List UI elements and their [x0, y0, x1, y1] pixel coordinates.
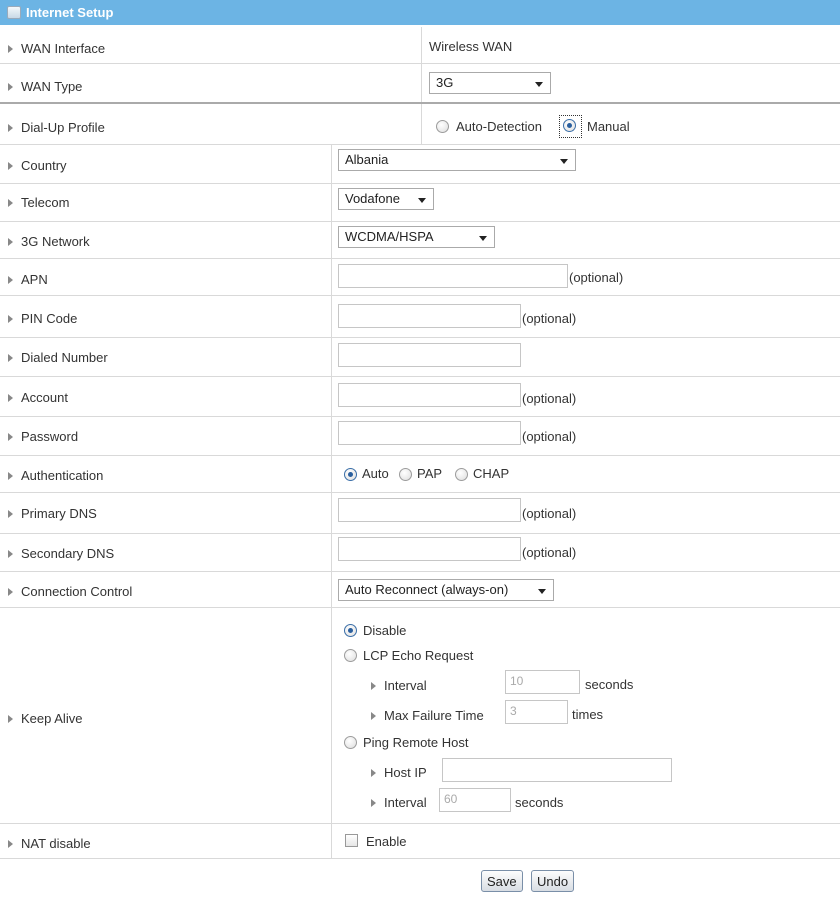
row-keep-alive — [0, 608, 840, 824]
arrow-icon — [8, 510, 13, 518]
nat-enable-label: Enable — [366, 834, 407, 849]
lcp-maxfail-label: Max Failure Time — [384, 708, 484, 723]
wan-interface-value: Wireless WAN — [429, 39, 513, 54]
row-telecom — [0, 184, 840, 222]
dialup-profile-label: Dial-Up Profile — [21, 120, 105, 135]
arrow-icon — [371, 799, 376, 807]
password-optional-note: (optional) — [522, 429, 577, 444]
save-button[interactable]: Save — [481, 870, 523, 892]
dialup-auto-label: Auto-Detection — [456, 119, 542, 134]
keepalive-ping-radio[interactable] — [344, 736, 357, 749]
arrow-icon — [8, 199, 13, 207]
lcp-maxfail-input[interactable]: 3 — [505, 700, 568, 724]
secondary-dns-input[interactable] — [338, 537, 521, 561]
ping-interval-label: Interval — [384, 795, 427, 810]
row-dialed-number — [0, 338, 840, 377]
lcp-interval-unit: seconds — [585, 677, 634, 692]
lcp-maxfail-unit: times — [572, 707, 604, 722]
account-input[interactable] — [338, 383, 521, 407]
primary-dns-input[interactable] — [338, 498, 521, 522]
keepalive-lcp-radio[interactable] — [344, 649, 357, 662]
row-authentication — [0, 456, 840, 493]
dialed-number-input[interactable] — [338, 343, 521, 367]
connection-label: Connection Control — [21, 584, 133, 599]
arrow-icon — [8, 550, 13, 558]
arrow-icon — [8, 354, 13, 362]
auth-chap-radio[interactable] — [455, 468, 468, 481]
apn-label: APN — [21, 272, 48, 287]
row-wan-type — [0, 64, 840, 104]
dialup-manual-radio[interactable] — [563, 119, 576, 132]
country-select[interactable] — [338, 149, 576, 171]
arrow-icon — [371, 682, 376, 690]
connection-value: Auto Reconnect (always-on) — [345, 582, 509, 597]
pin-optional-note: (optional) — [522, 311, 577, 326]
telecom-value: Vodafone — [345, 191, 400, 206]
row-connection-control — [0, 572, 840, 608]
lcp-interval-label: Interval — [384, 678, 427, 693]
nat-label: NAT disable — [21, 836, 91, 851]
row-secondary-dns — [0, 534, 840, 572]
lcp-interval-input[interactable]: 10 — [505, 670, 580, 694]
arrow-icon — [8, 433, 13, 441]
network-label: 3G Network — [21, 234, 90, 249]
pin-label: PIN Code — [21, 311, 78, 326]
primary-dns-optional-note: (optional) — [522, 506, 577, 521]
chevron-down-icon — [418, 198, 426, 203]
auth-auto-radio[interactable] — [344, 468, 357, 481]
auth-pap-radio[interactable] — [399, 468, 412, 481]
secondary-dns-optional-note: (optional) — [522, 545, 577, 560]
arrow-icon — [8, 472, 13, 480]
row-apn — [0, 259, 840, 296]
nat-enable-checkbox[interactable] — [345, 834, 358, 847]
keepalive-disable-radio[interactable] — [344, 624, 357, 637]
arrow-icon — [8, 315, 13, 323]
keepalive-ping-label: Ping Remote Host — [363, 735, 469, 750]
row-dialup-profile — [0, 104, 840, 145]
wan-type-select[interactable] — [429, 72, 551, 94]
network-select[interactable] — [338, 226, 495, 248]
host-ip-label: Host IP — [384, 765, 427, 780]
keepalive-disable-label: Disable — [363, 623, 407, 638]
row-password — [0, 417, 840, 456]
ping-interval-input[interactable]: 60 — [439, 788, 511, 812]
arrow-icon — [371, 712, 376, 720]
connection-control-select[interactable] — [338, 579, 554, 601]
row-account — [0, 377, 840, 417]
apn-input[interactable] — [338, 264, 568, 288]
wan-type-label: WAN Type — [21, 79, 83, 94]
row-3g-network — [0, 222, 840, 259]
country-label: Country — [21, 158, 67, 173]
dialed-label: Dialed Number — [21, 350, 108, 365]
account-label: Account — [21, 390, 68, 405]
keepalive-lcp-label: LCP Echo Request — [363, 648, 474, 663]
apn-optional-note: (optional) — [569, 270, 624, 285]
arrow-icon — [371, 769, 376, 777]
row-nat-disable — [0, 824, 840, 859]
auth-pap-label: PAP — [417, 466, 443, 481]
password-label: Password — [21, 429, 79, 444]
ping-interval-unit: seconds — [515, 795, 564, 810]
arrow-icon — [8, 840, 13, 848]
dialup-manual-label: Manual — [587, 119, 630, 134]
section-header — [0, 0, 840, 25]
arrow-icon — [8, 276, 13, 284]
primary-dns-label: Primary DNS — [21, 506, 97, 521]
arrow-icon — [8, 45, 13, 53]
auth-label: Authentication — [21, 468, 104, 483]
host-ip-input[interactable] — [442, 758, 672, 782]
arrow-icon — [8, 394, 13, 402]
row-pin-code — [0, 296, 840, 338]
country-value: Albania — [345, 152, 389, 167]
row-wan-interface — [0, 27, 840, 64]
arrow-icon — [8, 83, 13, 91]
row-country — [0, 145, 840, 184]
chevron-down-icon — [479, 236, 487, 241]
telecom-label: Telecom — [21, 195, 70, 210]
secondary-dns-label: Secondary DNS — [21, 546, 115, 561]
arrow-icon — [8, 162, 13, 170]
arrow-icon — [8, 588, 13, 596]
section-title: Internet Setup — [26, 5, 114, 20]
chevron-down-icon — [560, 159, 568, 164]
wan-type-value: 3G — [436, 75, 454, 90]
chevron-down-icon — [535, 82, 543, 87]
auth-chap-label: CHAP — [473, 466, 510, 481]
password-input[interactable] — [338, 421, 521, 445]
network-value: WCDMA/HSPA — [345, 229, 434, 244]
arrow-icon — [8, 715, 13, 723]
telecom-select[interactable] — [338, 188, 434, 210]
section-icon — [7, 6, 21, 19]
arrow-icon — [8, 124, 13, 132]
pin-input[interactable] — [338, 304, 521, 328]
account-optional-note: (optional) — [522, 391, 577, 406]
keepalive-label: Keep Alive — [21, 711, 83, 726]
arrow-icon — [8, 238, 13, 246]
wan-interface-label: WAN Interface — [21, 41, 106, 56]
row-primary-dns — [0, 493, 840, 534]
dialup-auto-radio[interactable] — [436, 120, 449, 133]
auth-auto-label: Auto — [362, 466, 389, 481]
undo-button[interactable]: Undo — [531, 870, 574, 892]
chevron-down-icon — [538, 589, 546, 594]
